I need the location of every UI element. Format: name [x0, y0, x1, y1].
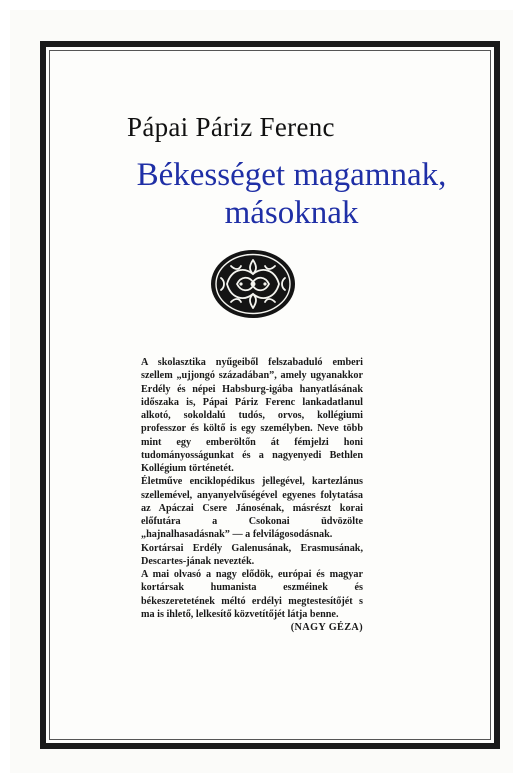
blurb-paragraph-2: Életműve enciklopédikus jellegével, kartezlánus szellemével, anyanyelvűségével egyenes folytatása az Apáczai Csere Jánosénak, másrészt korai előfutára a Csokonai üdvözölte „hajnalhasadásnak” — a felvilágosodásnak. — [141, 476, 363, 541]
ornamental-medallion-icon — [209, 248, 297, 320]
blurb-paragraph-3: Kortársai Erdély Galenusának, Erasmusának, Descartes-jának nevezték. — [141, 542, 363, 567]
book-cover — [10, 10, 513, 773]
back-cover-blurb — [141, 356, 363, 634]
blurb-paragraph-1: A skolasztika nyűgeiből felszabaduló emberi szellem „ujjongó századában”, amely ugyanakkor Erdély és népei Habsburg-igába hanyatlásának időszaka is, Pápai Páriz Ferenc lankadatlanul alkotó, sokoldalú tudós, orvos, kollégiumi professzor és költő is egy személyben. Neve több mint egy emberöltőn át fémjelzi honi tudományosságunkat és a nagyenyedi Bethlen Kollégium történetét. — [141, 357, 363, 474]
book-title-line-1: Békességet magamnak, — [136, 157, 447, 193]
book-title — [10, 156, 513, 232]
blurb-signature: (NAGY GÉZA) — [290, 622, 363, 633]
blurb-paragraph-4: A mai olvasó a nagy elődök, európai és magyar kortársak humanista eszméinek és békeszeretetének méltó erdélyi megtestesítőjét s ma is ihlető, lelkesítő közvetítőjét látja benne. — [141, 569, 363, 620]
book-title-line-2: másoknak — [224, 195, 359, 231]
author-name: Pápai Páriz Ferenc — [127, 112, 335, 142]
